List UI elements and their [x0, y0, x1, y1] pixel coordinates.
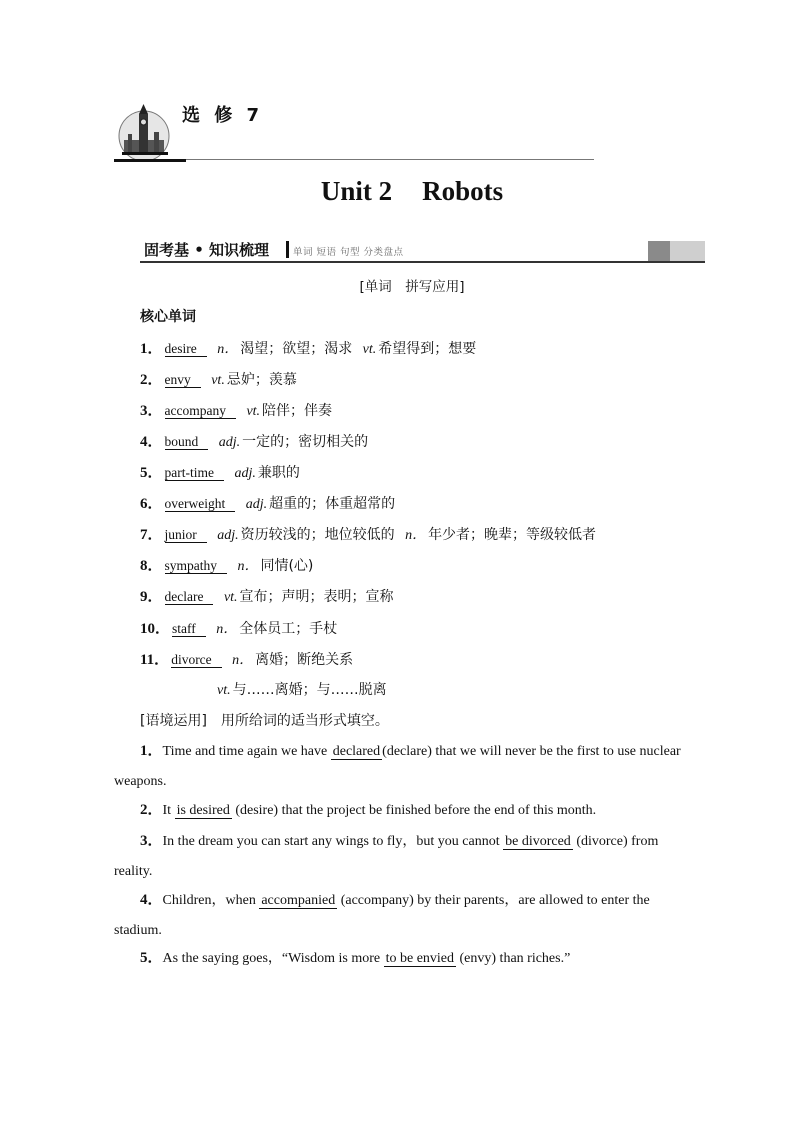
answer-blank: is desired [176, 803, 230, 818]
unit-number: Unit 2 [320, 176, 393, 206]
vocab-item: 2． envy vt. 忌妒；羡慕 [140, 372, 297, 388]
vocab-item: 11． divorce n． 离婚；断绝关系 [140, 652, 354, 668]
exercise-sentence: 4．Children，when accompanied (accompany) by their parents，are allowed to enter the stadium. [114, 892, 650, 938]
big-ben-logo [114, 100, 186, 162]
exercise-sentence: 1．Time and time again we have declared (declare) that we will never be the first to use nuclear weapons. [114, 743, 681, 789]
unit-name: Robots [422, 176, 504, 206]
unit-title [0, 176, 794, 207]
vocab-item: 7． junior adj. 资历较浅的；地位较低的 n． 年少者；晚辈；等级较低者 [140, 527, 597, 543]
exercise-sentence: 5．As the saying goes，“Wisdom is more to be envied (envy) than riches.” [140, 950, 571, 966]
vocab-item: 5． part-time adj. 兼职的 [140, 465, 300, 481]
exercise-sentence: 3．In the dream you can start any wings to fly，but you cannot be divorced (divorce) from reality. [114, 833, 659, 879]
sub-heading: [单词 拼写应用] [359, 279, 465, 295]
answer-blank: be divorced [505, 834, 571, 849]
vocab-item: 8． sympathy n． 同情(心) [140, 558, 314, 574]
answer-blank: to be envied [385, 951, 455, 966]
vocab-item: 3． accompany vt. 陪伴；伴奏 [140, 403, 333, 419]
answer-blank: accompanied [261, 893, 336, 908]
answer-blank: declared [332, 744, 381, 759]
section-subtitle: 单词 短语 句型 分类盘点 [293, 247, 404, 258]
section-title: 固考基 • 知识梳理 [144, 241, 270, 259]
book-label: 选 修 7 [182, 105, 264, 126]
section-bar [140, 238, 705, 264]
section-separator [286, 241, 289, 258]
vocab-item-extra: vt. 与……离婚；与……脱离 [217, 682, 387, 698]
vocab-item: 4． bound adj. 一定的；密切相关的 [140, 434, 369, 450]
header-rule [114, 159, 594, 160]
vocab-item: 1． desire n． 渴望；欲望；渴求 vt. 希望得到；想要 [140, 341, 477, 357]
vocab-item: 6． overweight adj. 超重的；体重超常的 [140, 496, 396, 512]
section-decor-light [670, 241, 705, 261]
section-underline [140, 261, 705, 263]
core-words-heading: 核心单词 [140, 309, 196, 325]
section-decor-dark [648, 241, 670, 261]
header-rule-thick [114, 159, 186, 162]
vocab-item: 9． declare vt. 宣布；声明；表明；宣称 [140, 589, 394, 605]
exercise-sentence: 2．It is desired (desire) that the project be finished before the end of this month. [140, 802, 597, 818]
context-heading: [语境运用] 用所给词的适当形式填空。 [140, 713, 389, 729]
vocab-item: 10． staff n． 全体员工；手杖 [140, 621, 338, 637]
